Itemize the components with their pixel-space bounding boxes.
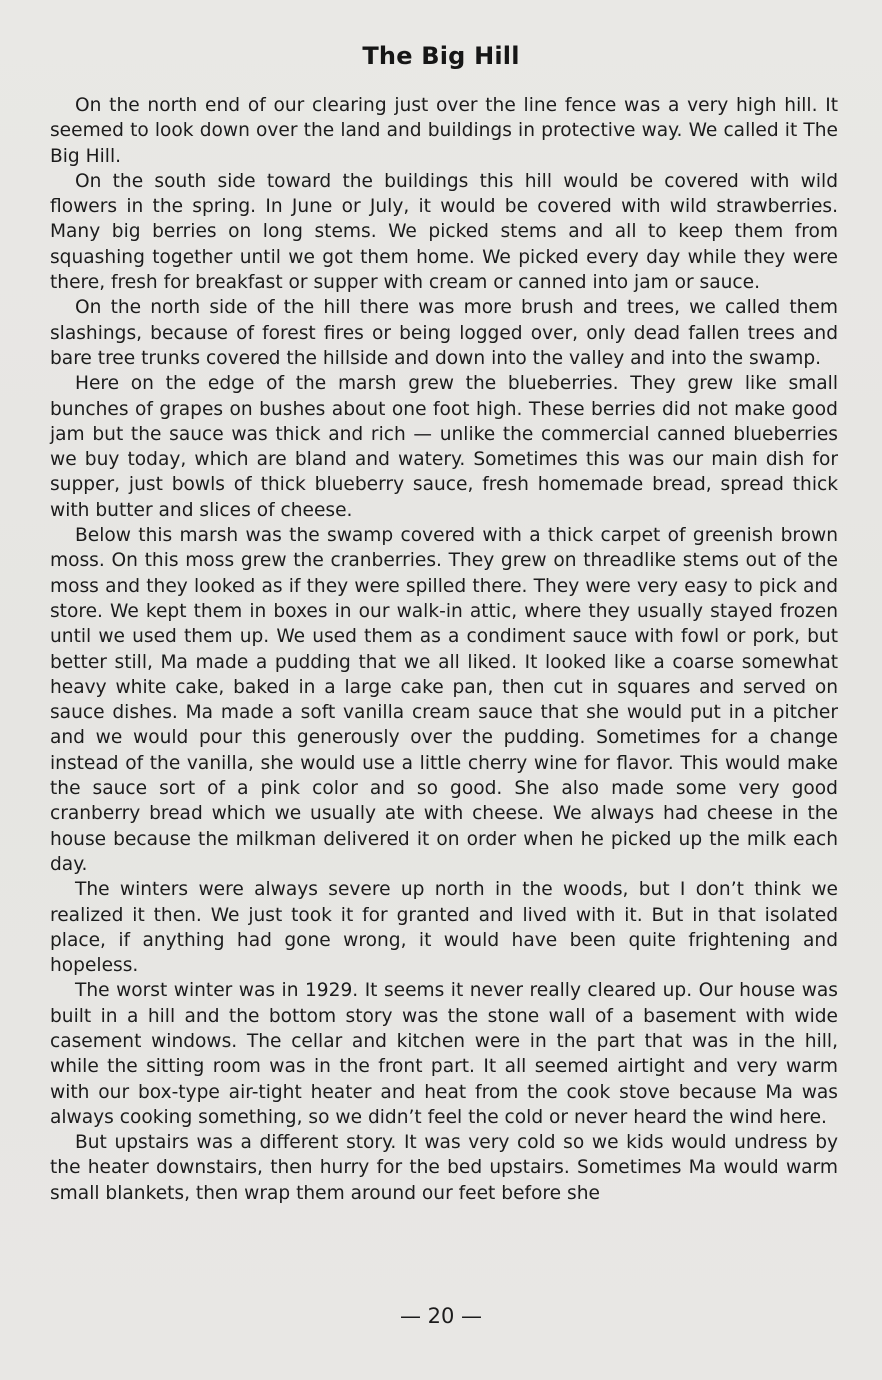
body-text <box>50 93 838 1206</box>
paragraph-7: The worst winter was in 1929. It seems it never really cleared up. Our house was built in a hill and the bottom story was the stone wall of a basement with wide casement windows. The cellar and kitchen were in the part that was in the hill, while the sitting room was in the front part. It all seemed airtight and very warm with our box-type air-tight heater and heat from the cook stove because Ma was always cooking something, so we didn’t feel the cold or never heard the wind here. <box>50 980 838 1128</box>
paragraph-1: On the north end of our clearing just over the line fence was a very high hill. It seemed to look down over the land and buildings in protective way. We called it The Big Hill. <box>50 95 838 167</box>
paragraph-3: On the north side of the hill there was more brush and trees, we called them slashings, because of forest fires or being logged over, only dead fallen trees and bare tree trunks covered the hillside and down into the valley and into the swamp. <box>50 297 838 369</box>
page-number: — 20 — <box>399 1304 483 1328</box>
paragraph-2: On the south side toward the buildings this hill would be covered with wild flowers in the spring. In June or July, it would be covered with wild strawberries. Many big berries on long stems. We picked stems and all to keep them from squashing together until we got them home. We picked every day while they were there, fresh for breakfast or supper with cream or canned into jam or sauce. <box>50 170 838 294</box>
paragraph-8: But upstairs was a different story. It was very cold so we kids would undress by the heater downstairs, then hurry for the bed upstairs. Sometimes Ma would warm small blankets, then wrap them around our feet before she <box>50 1132 838 1204</box>
paragraph-5: Below this marsh was the swamp covered with a thick carpet of greenish brown moss. On this moss grew the cranberries. They grew on threadlike stems out of the moss and they looked as if they were spilled there. They were very easy to pick and store. We kept them in boxes in our walk-in attic, where they usually stayed frozen until we used them up. We used them as a condiment sauce with fowl or pork, but better still, Ma made a pudding that we all liked. It looked like a coarse somewhat heavy white cake, baked in a large cake pan, then cut in squares and served on sauce dishes. Ma made a soft vanilla cream sauce that she would put in a pitcher and we would pour this generously over the pudding. Sometimes for a change instead of the vanilla, she would use a little cherry wine for flavor. This would make the sauce sort of a pink color and so good. She also made some very good cranberry bread which we usually ate with cheese. We always had cheese in the house because the milkman delivered it on order when he picked up the milk each day. <box>50 525 838 875</box>
paragraph-6: The winters were always severe up north in the woods, but I don’t think we realized it then. We just took it for granted and lived with it. But in that isolated place, if anything had gone wrong, it would have been quite frightening and hopeless. <box>50 879 838 977</box>
paragraph-4: Here on the edge of the marsh grew the blueberries. They grew like small bunches of grapes on bushes about one foot high. These berries did not make good jam but the sauce was thick and rich — unlike the commercial canned blueberries we buy today, which are bland and watery. Sometimes this was our main dish for supper, just bowls of thick blueberry sauce, fresh homemade bread, spread thick with butter and slices of cheese. <box>50 373 838 521</box>
page-title: The Big Hill <box>362 42 520 70</box>
